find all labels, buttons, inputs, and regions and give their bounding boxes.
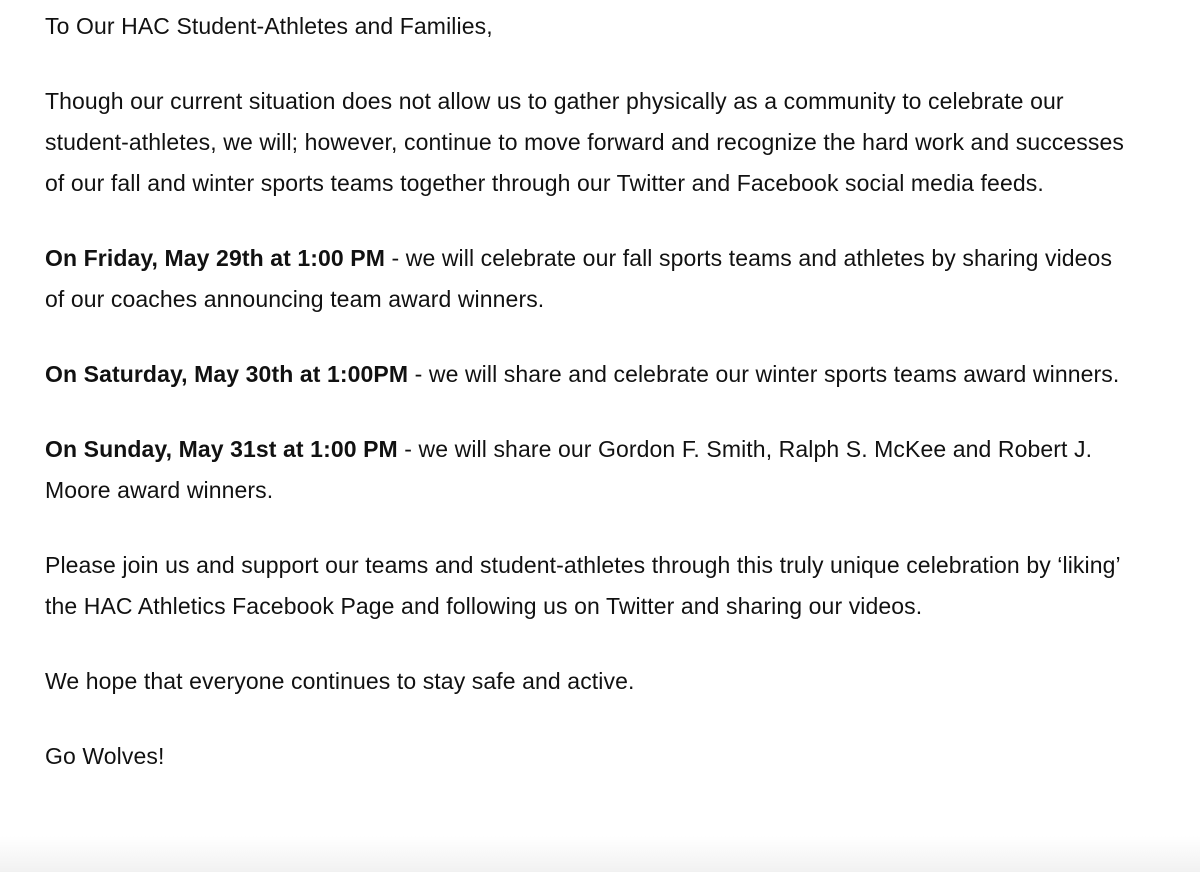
letter-body bbox=[45, 6, 1135, 777]
event-saturday-date: On Saturday, May 30th at 1:00PM bbox=[45, 361, 409, 387]
event-sunday bbox=[45, 429, 1135, 511]
event-saturday bbox=[45, 354, 1135, 395]
wish-paragraph: We hope that everyone continues to stay safe and active. bbox=[45, 668, 635, 694]
event-saturday-text: - we will share and celebrate our winter sports teams award winners. bbox=[408, 361, 1120, 387]
event-friday bbox=[45, 238, 1135, 320]
bottom-shadow bbox=[0, 836, 1200, 872]
invite-paragraph: Please join us and support our teams and student-athletes through this truly unique celebration by ‘liking’ the HAC Athletics Facebook Page and following us on Twitter and sharing our videos. bbox=[45, 552, 1120, 619]
event-friday-date: On Friday, May 29th at 1:00 PM bbox=[45, 245, 386, 271]
event-sunday-date: On Sunday, May 31st at 1:00 PM bbox=[45, 436, 398, 462]
greeting: To Our HAC Student-Athletes and Families, bbox=[45, 13, 493, 39]
closing-line: Go Wolves! bbox=[45, 743, 165, 769]
event-friday-text: - we will celebrate our fall sports teams and athletes by sharing videos of our coaches announcing team award winners. bbox=[45, 245, 1113, 312]
intro-paragraph: Though our current situation does not allow us to gather physically as a community to celebrate our student-athletes, we will; however, continue to move forward and recognize the hard work and successes of our fall and winter sports teams together through our Twitter and Facebook social media feeds. bbox=[45, 88, 1124, 196]
event-sunday-text: - we will share our Gordon F. Smith, Ralph S. McKee and Robert J. Moore award winners. bbox=[45, 436, 1093, 503]
